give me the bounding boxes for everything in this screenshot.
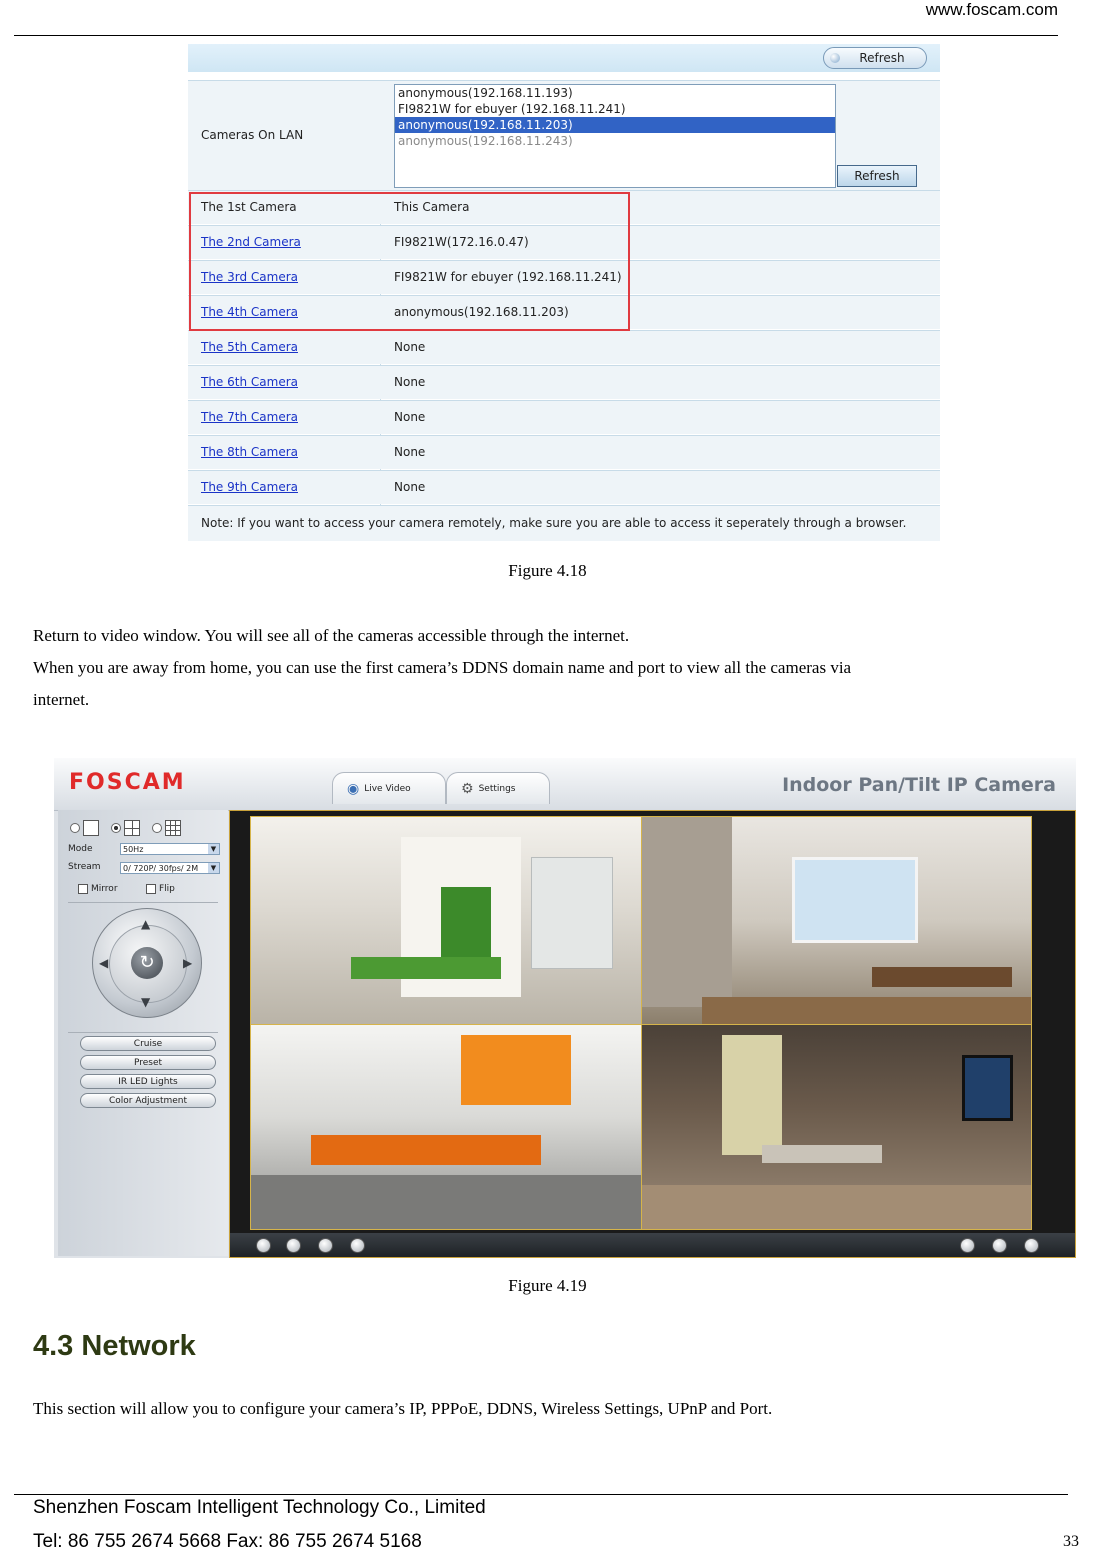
remote-access-note: Note: If you want to access your camera remotely, make sure you are able to access it seperately through a browser. (201, 516, 907, 530)
control-sidebar (58, 810, 228, 1256)
orange-panel-shape (461, 1035, 571, 1105)
figure-top-bar (188, 44, 940, 72)
artwork-panel-shape (722, 1035, 782, 1155)
play-icon[interactable] (256, 1238, 271, 1253)
cameras-on-lan-row (188, 80, 940, 190)
checkbox-icon (78, 884, 88, 894)
lan-list-item[interactable]: FI9821W for ebuyer (192.168.11.241) (398, 102, 626, 116)
nine-view-icon (165, 820, 181, 836)
camera-row-5 (188, 330, 940, 364)
camera-row-link[interactable]: The 8th Camera (201, 445, 298, 459)
foscam-logo: FOSCAM (69, 770, 186, 795)
stream-label: Stream (68, 862, 101, 872)
arrow-left-icon[interactable]: ◀ (99, 956, 109, 970)
video-view-1[interactable] (250, 816, 644, 1026)
lan-list-item[interactable]: anonymous(192.168.11.243) (398, 134, 573, 148)
desk-shape (872, 967, 1012, 987)
radio-icon (152, 823, 162, 833)
webcam-icon: ◉ (347, 780, 360, 797)
checkbox-icon (146, 884, 156, 894)
camera-row-value: FI9821W(172.16.0.47) (394, 235, 529, 249)
top-refresh-label: Refresh (859, 51, 905, 65)
camera-row-8 (188, 435, 940, 469)
camera-row-link[interactable]: The 4th Camera (201, 305, 298, 319)
cabinet-shape (642, 817, 732, 1007)
tab-settings[interactable] (446, 772, 550, 804)
stop-icon[interactable] (286, 1238, 301, 1253)
floor-shape (251, 1175, 644, 1230)
layout-1-option[interactable] (70, 820, 99, 836)
table-shape (762, 1145, 882, 1163)
tab-settings-label: Settings (478, 783, 516, 794)
audio-icon[interactable] (350, 1238, 365, 1253)
wrench-icon: ⚙ (461, 780, 474, 797)
snapshot-icon[interactable] (960, 1238, 975, 1253)
camera-row-value: None (394, 445, 426, 459)
camera-row-label: The 1st Camera (201, 200, 297, 214)
header-url: www.foscam.com (925, 0, 1058, 19)
green-panel-shape (441, 887, 491, 957)
camera-row-value: This Camera (394, 200, 470, 214)
header-rule (14, 35, 1058, 36)
refresh-icon (830, 53, 840, 63)
camera-row-9 (188, 470, 940, 504)
ir-led-lights-button[interactable]: IR LED Lights (80, 1074, 216, 1089)
camera-row-link[interactable]: The 6th Camera (201, 375, 298, 389)
video-toolbar (230, 1233, 1075, 1257)
video-view-3[interactable] (250, 1024, 644, 1230)
camera-row-value: FI9821W for ebuyer (192.168.11.241) (394, 270, 622, 284)
tab-live-video[interactable] (332, 772, 446, 804)
radio-selected-icon (111, 823, 121, 833)
figure-4-19-caption: Figure 4.19 (508, 1276, 587, 1295)
window-shape (792, 857, 918, 943)
mode-select[interactable] (120, 843, 220, 855)
video-grid (229, 810, 1076, 1258)
flip-checkbox[interactable] (146, 884, 175, 894)
preset-button[interactable]: Preset (80, 1055, 216, 1070)
mirror-label: Mirror (91, 884, 118, 894)
green-bench-shape (351, 957, 501, 979)
page-number: 33 (1063, 1533, 1079, 1550)
camera-row-value: None (394, 375, 426, 389)
camera-row-value: None (394, 480, 426, 494)
floor-shape (642, 1185, 1032, 1230)
chevron-down-icon: ▼ (208, 844, 219, 854)
cameras-on-lan-list[interactable] (394, 84, 836, 188)
camera-row-link[interactable]: The 7th Camera (201, 410, 298, 424)
camera-row-link[interactable]: The 2nd Camera (201, 235, 301, 249)
ptz-control-pad[interactable] (92, 908, 202, 1018)
arrow-right-icon[interactable]: ▶ (183, 956, 193, 970)
figure-4-19 (54, 758, 1076, 1258)
mode-label: Mode (68, 844, 93, 854)
section-description: This section will allow you to configure your camera’s IP, PPPoE, DDNS, Wireless Settings, UPnP and Port. (33, 1399, 773, 1418)
footer-rule (14, 1494, 1068, 1495)
layout-4-option[interactable] (111, 820, 140, 836)
quad-view-icon (124, 820, 140, 836)
camera-row-6 (188, 365, 940, 399)
camera-row-7 (188, 400, 940, 434)
cameras-on-lan-label: Cameras On LAN (201, 128, 304, 142)
top-refresh-button[interactable] (823, 47, 927, 69)
camera-row-value: None (394, 410, 426, 424)
sidebar-separator (68, 1032, 218, 1033)
fullscreen-icon[interactable] (1024, 1238, 1039, 1253)
chevron-down-icon: ▼ (208, 863, 219, 873)
lan-list-item[interactable]: anonymous(192.168.11.193) (398, 86, 573, 100)
talk-icon[interactable] (318, 1238, 333, 1253)
figure-4-18 (188, 44, 940, 541)
record-icon[interactable] (992, 1238, 1007, 1253)
flip-label: Flip (159, 884, 175, 894)
footer-company: Shenzhen Foscam Intelligent Technology Co., Limited (33, 1497, 486, 1518)
paragraph-return-video: Return to video window. You will see all of the cameras accessible through the internet. (33, 626, 630, 645)
camera-row-value: None (394, 340, 426, 354)
video-view-2[interactable] (641, 816, 1032, 1026)
tab-live-video-label: Live Video (364, 783, 411, 794)
product-title: Indoor Pan/Tilt IP Camera (782, 774, 1056, 796)
floor-shape (702, 997, 1032, 1026)
single-view-icon (83, 820, 99, 836)
stream-select[interactable] (120, 862, 220, 874)
stream-select-value: 0/ 720P/ 30fps/ 2M (123, 864, 199, 873)
lan-list-item-selected[interactable]: anonymous(192.168.11.203) (395, 117, 835, 133)
video-view-4[interactable] (641, 1024, 1032, 1230)
camera-row-link[interactable]: The 9th Camera (201, 480, 298, 494)
orange-desk-shape (311, 1135, 541, 1165)
web-ui-header (54, 758, 1076, 811)
color-adjustment-button[interactable]: Color Adjustment (80, 1093, 216, 1108)
footer-contact: Tel: 86 755 2674 5668 Fax: 86 755 2674 5168 (33, 1531, 422, 1552)
glass-wall-shape (531, 857, 613, 969)
section-heading: 4.3 Network (33, 1330, 196, 1362)
paragraph-away-home: When you are away from home, you can use the first camera’s DDNS domain name and port to view all the cameras via (33, 658, 852, 677)
mode-select-value: 50Hz (123, 845, 144, 854)
figure-4-18-caption: Figure 4.18 (508, 561, 587, 580)
lan-refresh-button[interactable]: Refresh (837, 165, 917, 187)
cruise-button[interactable]: Cruise (80, 1036, 216, 1051)
arrow-down-icon[interactable]: ▼ (141, 995, 151, 1009)
tv-screen-shape (962, 1055, 1013, 1121)
mirror-checkbox[interactable] (78, 884, 118, 894)
layout-selector (70, 820, 181, 836)
camera-row-link[interactable]: The 3rd Camera (201, 270, 299, 284)
highlight-box (189, 192, 630, 331)
camera-row-link[interactable]: The 5th Camera (201, 340, 298, 354)
arrow-up-icon[interactable]: ▲ (141, 917, 151, 931)
radio-icon (70, 823, 80, 833)
ptz-center-reset-icon[interactable]: ↻ (131, 947, 163, 979)
paragraph-internet: internet. (33, 690, 90, 709)
layout-9-option[interactable] (152, 820, 181, 836)
sidebar-separator (68, 902, 218, 903)
camera-row-value: anonymous(192.168.11.203) (394, 305, 569, 319)
note-row (188, 505, 940, 541)
